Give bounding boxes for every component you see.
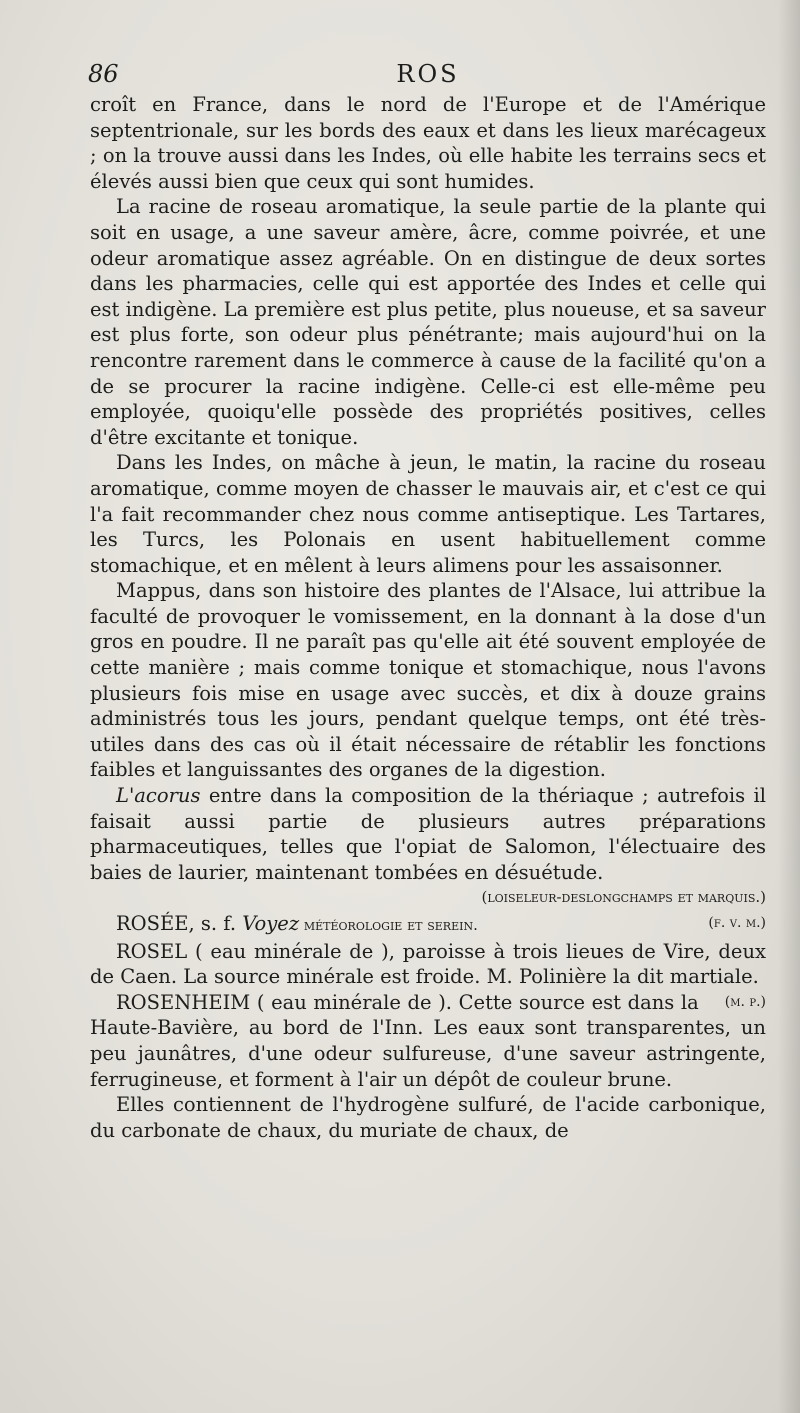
page-header [88,60,768,92]
entry-rosenheim-text: ( eau minérale de ). Cette source est dans la Haute-Bavière, au bord de l'Inn. Les eaux sont transparentes, un peu jaunâtres, d'une odeur sulfureuse, d'une saveur astringente, ferrugineuse, et forment à l'air un dépôt de couleur brune. [90,990,766,1091]
entry-rosee-initials: (f. v. m.) [708,915,766,931]
paragraph-5-text: entre dans la composition de la thériaque ; autrefois il faisait aussi partie de plusieurs autres préparations pharmaceutiques, telles que l'opiat de Salomon, l'électuaire des baies de laurier, maintenant tombées en désuétude. [90,784,766,884]
paragraph-4: Mappus, dans son histoire des plantes de l'Alsace, lui attribue la faculté de provoquer le vomissement, en la donnant à la dose d'un gros en poudre. Il ne paraît pas qu'elle ait été souvent employée de cette manière ; mais comme tonique et stomachique, nous l'avons plusieurs fois mise en usage avec succès, et dix à douze grains administrés tous les jours, pendant quelque temps, ont été très-utiles dans des cas où il était nécessaire de rétablir les fonctions faibles et languissantes des organes de la digestion. [90,579,766,782]
paragraph-3: Dans les Indes, on mâche à jeun, le matin, la racine du roseau aromatique, comme moyen de chasser le mauvais air, et c'est ce qui l'a fait recommander chez nous comme antiseptique. Les Tartares, les Turcs, les Polonais en usent habituellement comme stomachique, et en mêlent à leurs alimens pour les assaisonner. [90,451,766,577]
acorus-term: L'acorus [116,784,201,808]
paragraph-5 [90,783,766,885]
page-number: 86 [88,60,119,88]
entry-rosenheim [90,990,766,1092]
entry-rosee-refs: météorologie et serein. [299,916,478,934]
entry-rosel-text: ( eau minérale de ), paroisse à trois lieues de Vire, deux de Caen. La source minérale est froide. M. Polinière la dit martiale. [90,939,766,989]
entry-rosee-voyez: Voyez [242,912,300,935]
author-attribution: (loiseleur-deslongchamps et marquis.) [481,888,766,907]
entry-rosee-gram: , s. f. [188,912,243,935]
entry-rosel-initials: (m. p.) [724,993,766,1010]
entry-rosel-term: ROSEL [116,939,188,963]
entry-rosee-term: ROSÉE [116,912,189,935]
running-head: ROS [396,60,460,88]
body-text [90,92,766,1143]
entry-rosenheim-term: ROSENHEIM [116,990,251,1014]
entry-rosee [90,911,766,939]
page-edge-shadow [778,0,800,1413]
entry-rosenheim-continued: Elles contiennent de l'hydrogène sulfuré, de l'acide carbonique, du carbonate de chaux, du muriate de chaux, de [90,1093,766,1142]
paragraph-1: croît en France, dans le nord de l'Europe et de l'Amérique septentrionale, sur les bords des eaux et dans les lieux marécageux ; on la trouve aussi dans les Indes, où elle habite les terrains secs et élevés aussi bien que ceux qui sont humides. [90,93,766,193]
paragraph-2: La racine de roseau aromatique, la seule partie de la plante qui soit en usage, a une saveur amère, âcre, comme poivrée, et une odeur aromatique assez agréable. On en distingue de deux sortes dans les pharmacies, celle qui est apportée des Indes et celle qui est indigène. La première est plus petite, plus noueuse, et sa saveur est plus forte, son odeur plus pénétrante; mais aujourd'hui on la rencontre rarement dans le commerce à cause de la facilité qu'on a de se procurer la racine indigène. Celle-ci est elle-même peu employée, quoiqu'elle possède des propriétés positives, celles d'être excitante et tonique. [90,195,766,449]
